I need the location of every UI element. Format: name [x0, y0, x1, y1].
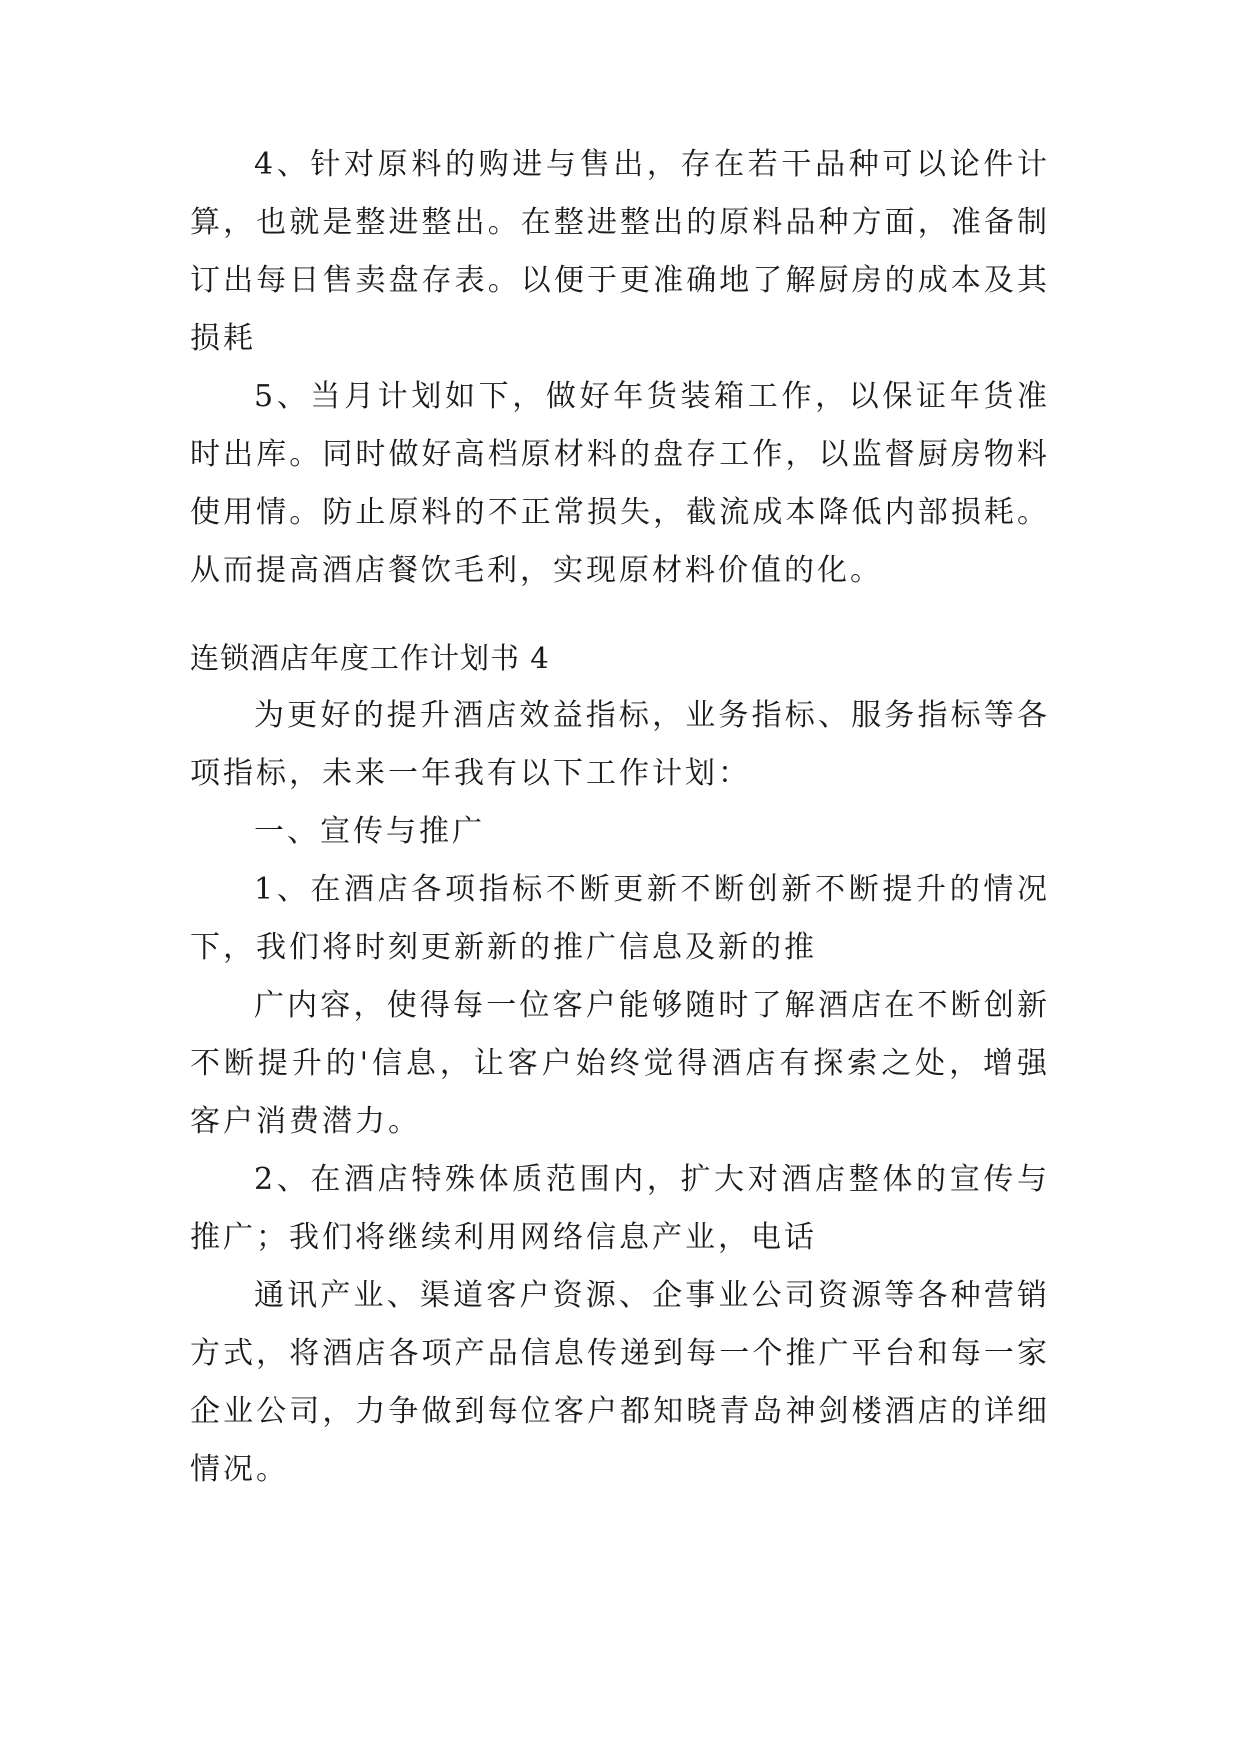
paragraph-item-1-part-a: 1、在酒店各项指标不断更新不断创新不断提升的情况下，我们将时刻更新新的推广信息及新的推 — [190, 872, 1050, 965]
paragraph-item-2-part-b: 通讯产业、渠道客户资源、企事业公司资源等各种营销方式，将酒店各项产品信息传递到每一个推广平台和每一家企业公司，力争做到每位客户都知晓青岛神剑楼酒店的详细情况。 — [190, 1278, 1050, 1487]
paragraph-item-4: 4、针对原料的购进与售出，存在若干品种可以论件计算，也就是整进整出。在整进整出的原料品种方面，准备制订出每日售卖盘存表。以便于更准确地了解厨房的成本及其损耗 — [190, 147, 1050, 356]
paragraph-item-5: 5、当月计划如下，做好年货装箱工作，以保证年货准时出库。同时做好高档原材料的盘存工作，以监督厨房物料使用情。防止原料的不正常损失，截流成本降低内部损耗。从而提高酒店餐饮毛利，实现原材料价值的化。 — [190, 379, 1050, 588]
section-title: 连锁酒店年度工作计划书 4 — [190, 641, 550, 675]
intro-paragraph: 为更好的提升酒店效益指标，业务指标、服务指标等各项指标，未来一年我有以下工作计划： — [190, 698, 1050, 791]
paragraph-item-1-part-b: 广内容，使得每一位客户能够随时了解酒店在不断创新不断提升的'信息，让客户始终觉得酒店有探索之处，增强客户消费潜力。 — [190, 988, 1050, 1139]
paragraph-item-2-part-a: 2、在酒店特殊体质范围内，扩大对酒店整体的宣传与推广；我们将继续利用网络信息产业，电话 — [190, 1162, 1050, 1255]
section-heading-promotion: 一、宣传与推广 — [254, 814, 485, 849]
